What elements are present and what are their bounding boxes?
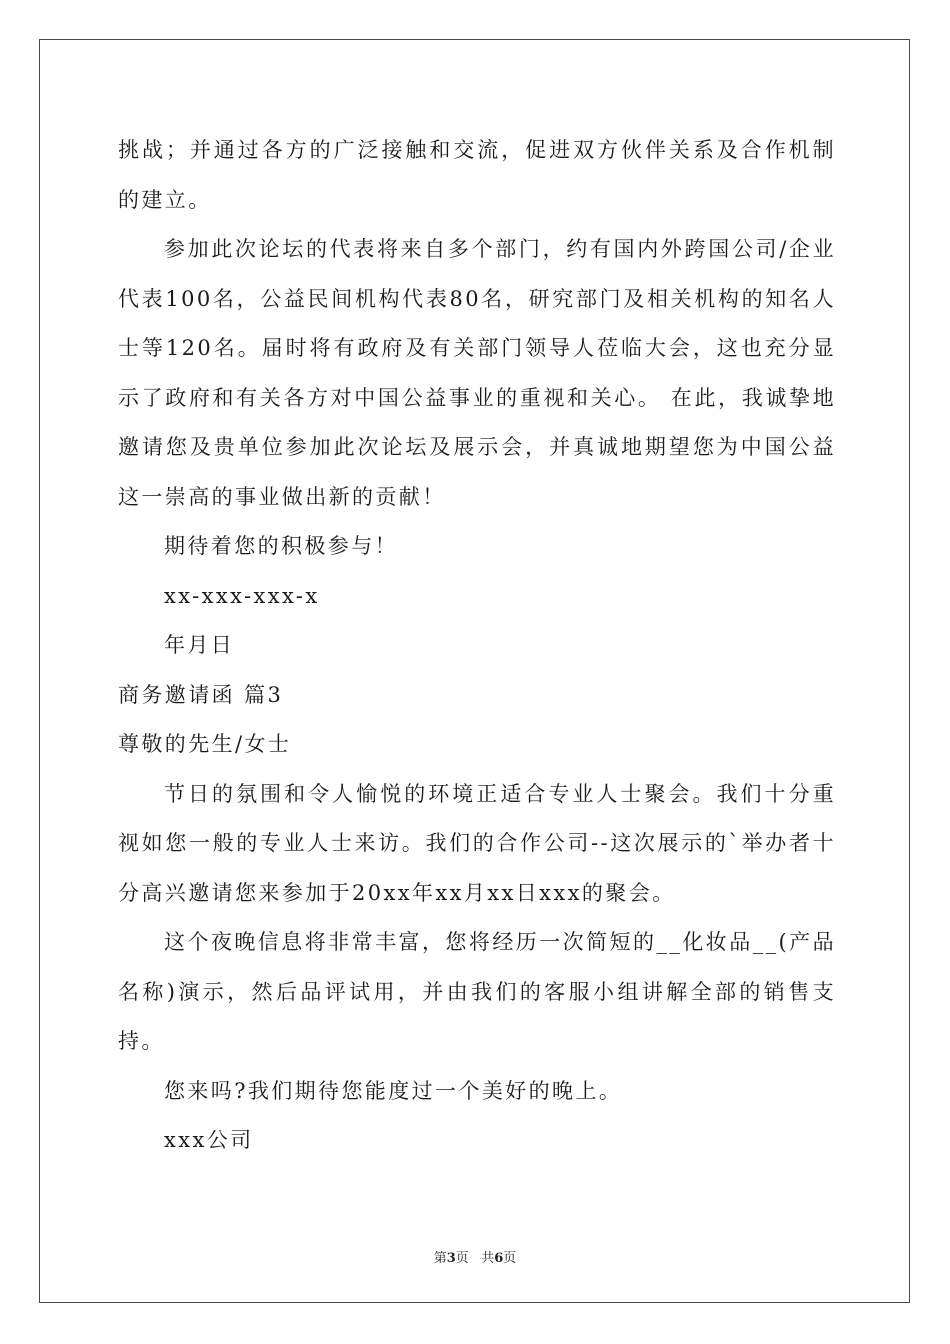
paragraph-evening-details: 这个夜晚信息将非常丰富，您将经历一次简短的__化妆品__(产品名称)演示，然后品评试用，并由我们的客服小组讲解全部的销售支持。 (118, 930, 836, 1053)
paragraph-invitation: 节日的氛围和令人愉悦的环境正适合专业人士聚会。我们十分重视如您一般的专业人士来访。我们的合作公司--这次展示的`举办者十分高兴邀请您来参加于20xx年xx月xx日xxx的聚会。 (118, 781, 836, 905)
section-heading: 商务邀请函 篇3 (118, 682, 284, 707)
footer-prefix: 第 (433, 1251, 447, 1266)
salutation: 尊敬的先生/女士 (118, 732, 292, 756)
paragraph-signature: xxx公司 (164, 1128, 254, 1152)
document-body (118, 126, 836, 1166)
footer-suffix: 页 (503, 1251, 517, 1266)
footer-middle: 页 共 (455, 1251, 495, 1266)
paragraph-question: 您来吗?我们期待您能度过一个美好的晚上。 (164, 1078, 623, 1103)
paragraph-continuation: 挑战；并通过各方的广泛接触和交流，促进双方伙伴关系及合作机制的建立。 (118, 138, 836, 212)
paragraph-phone-number: xx-xxx-xxx-x (164, 583, 320, 608)
footer-current-page: 3 (446, 1251, 456, 1266)
footer-total-pages: 6 (494, 1251, 504, 1266)
paragraph-forum-delegates: 参加此次论坛的代表将来自多个部门，约有国内外跨国公司/企业代表100名，公益民间机构代表80名，研究部门及相关机构的知名人士等120名。届时将有政府及有关部门领导人莅临大会，这也充分显示了政府和有关各方对中国公益事业的重视和关心。 在此，我诚挚地邀请您及贵单位参加此次论坛及展示会，并真诚地期望您为中国公益这一崇高的事业做出新的贡献！ (118, 237, 836, 509)
paragraph-closing-wish: 期待着您的积极参与！ (164, 534, 398, 558)
paragraph-date-line: 年月日 (164, 633, 235, 657)
page-footer (0, 1247, 950, 1266)
